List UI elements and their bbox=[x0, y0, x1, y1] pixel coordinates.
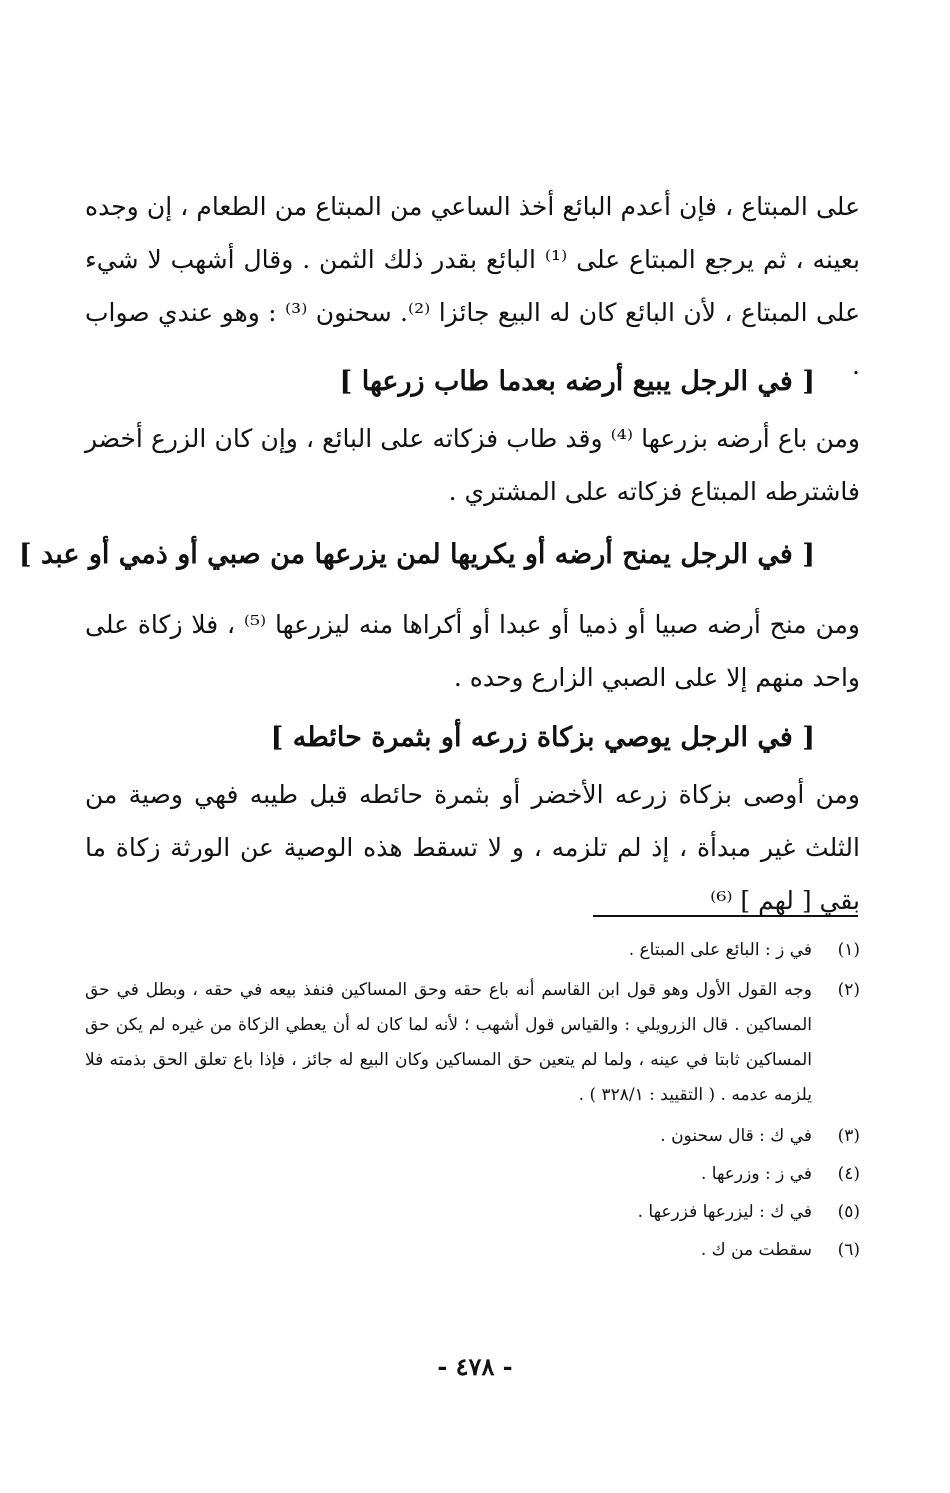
footnote-6 bbox=[85, 1235, 860, 1265]
paragraph-2: ومن باع أرضه بزرعها ⁽⁴⁾ وقد طاب فزكاته على البائع ، وإن كان الزرع أخضر فاشترطه المبتاع فزكاته على المشتري . bbox=[85, 424, 860, 506]
section-heading-2: [ في الرجل يمنح أرضه أو يكريها لمن يزرعها من صبي أو ذمي أو عبد ] bbox=[18, 539, 815, 570]
paragraph-4: ومن أوصى بزكاة زرعه الأخضر أو بثمرة حائطه قبل طيبه فهي وصية من الثلث غير مبدأة ، إذ لم تلزمه ، و لا تسقط هذه الوصية عن الورثة زكاة ما بقي [ لهم ] ⁽⁶⁾ bbox=[85, 780, 860, 915]
footnote-number: (٥) bbox=[837, 1202, 860, 1222]
footnotes bbox=[85, 935, 860, 1273]
footnote-2 bbox=[85, 973, 860, 1113]
footnote-number: (٢) bbox=[837, 980, 860, 1000]
footnote-text: في ز : البائع على المبتاع . bbox=[628, 940, 812, 960]
footnote-number: (٦) bbox=[837, 1240, 860, 1260]
footnote-number: (٤) bbox=[837, 1164, 860, 1184]
section-heading-1: [ في الرجل يبيع أرضه بعدما طاب زرعها ] bbox=[339, 366, 815, 397]
footnote-number: (١) bbox=[837, 940, 860, 960]
footnote-3 bbox=[85, 1121, 860, 1151]
page-number: - ٤٧٨ - bbox=[437, 1352, 513, 1381]
footnote-text: في ك : قال سحنون . bbox=[660, 1126, 812, 1146]
footnote-number: (٣) bbox=[837, 1126, 860, 1146]
footnote-text: وجه القول الأول وهو قول ابن القاسم أنه باع حقه وحق المساكين فنفذ بيعه في حقه ، وبطل في حق المساكين . قال الزرويلي : والقياس قول أشهب ؛ لأنه لما كان له أن يعطي الزكاة من غيره لم يكن حق المساكين ثابتا في عينه ، ولما لم يتعين حق المساكين وكان البيع له جائز ، فإذا باع تعلق الحق بذمته فلا يلزمه عدمه . ( التقييد : ٣٢٨/١ ) . bbox=[85, 980, 812, 1105]
footnote-divider bbox=[593, 915, 858, 917]
paragraph-3: ومن منح أرضه صبيا أو ذميا أو عبدا أو أكراها منه ليزرعها ⁽⁵⁾ ، فلا زكاة على واحد منهم إلا على الصبي الزارع وحده . bbox=[85, 610, 860, 692]
section-heading-3: [ في الرجل يوصي بزكاة زرعه أو بثمرة حائطه ] bbox=[270, 722, 815, 753]
footnote-text: سقطت من ك . bbox=[700, 1240, 812, 1260]
paragraph-1: على المبتاع ، فإن أعدم البائع أخذ الساعي من المبتاع من الطعام ، إن وجده بعينه ، ثم يرجع المبتاع على ⁽¹⁾ البائع بقدر ذلك الثمن . وقال أشهب لا شيء على المبتاع ، لأن البائع كان له البيع جائزا ⁽²⁾. سحنون ⁽³⁾ : وهو عندي صواب . bbox=[85, 192, 861, 380]
footnote-5 bbox=[85, 1197, 860, 1227]
footnote-text: في ز : وزرعها . bbox=[700, 1164, 812, 1184]
footnote-4 bbox=[85, 1159, 860, 1189]
footnote-1 bbox=[85, 935, 860, 965]
footnote-text: في ك : ليزرعها فزرعها . bbox=[637, 1202, 812, 1222]
